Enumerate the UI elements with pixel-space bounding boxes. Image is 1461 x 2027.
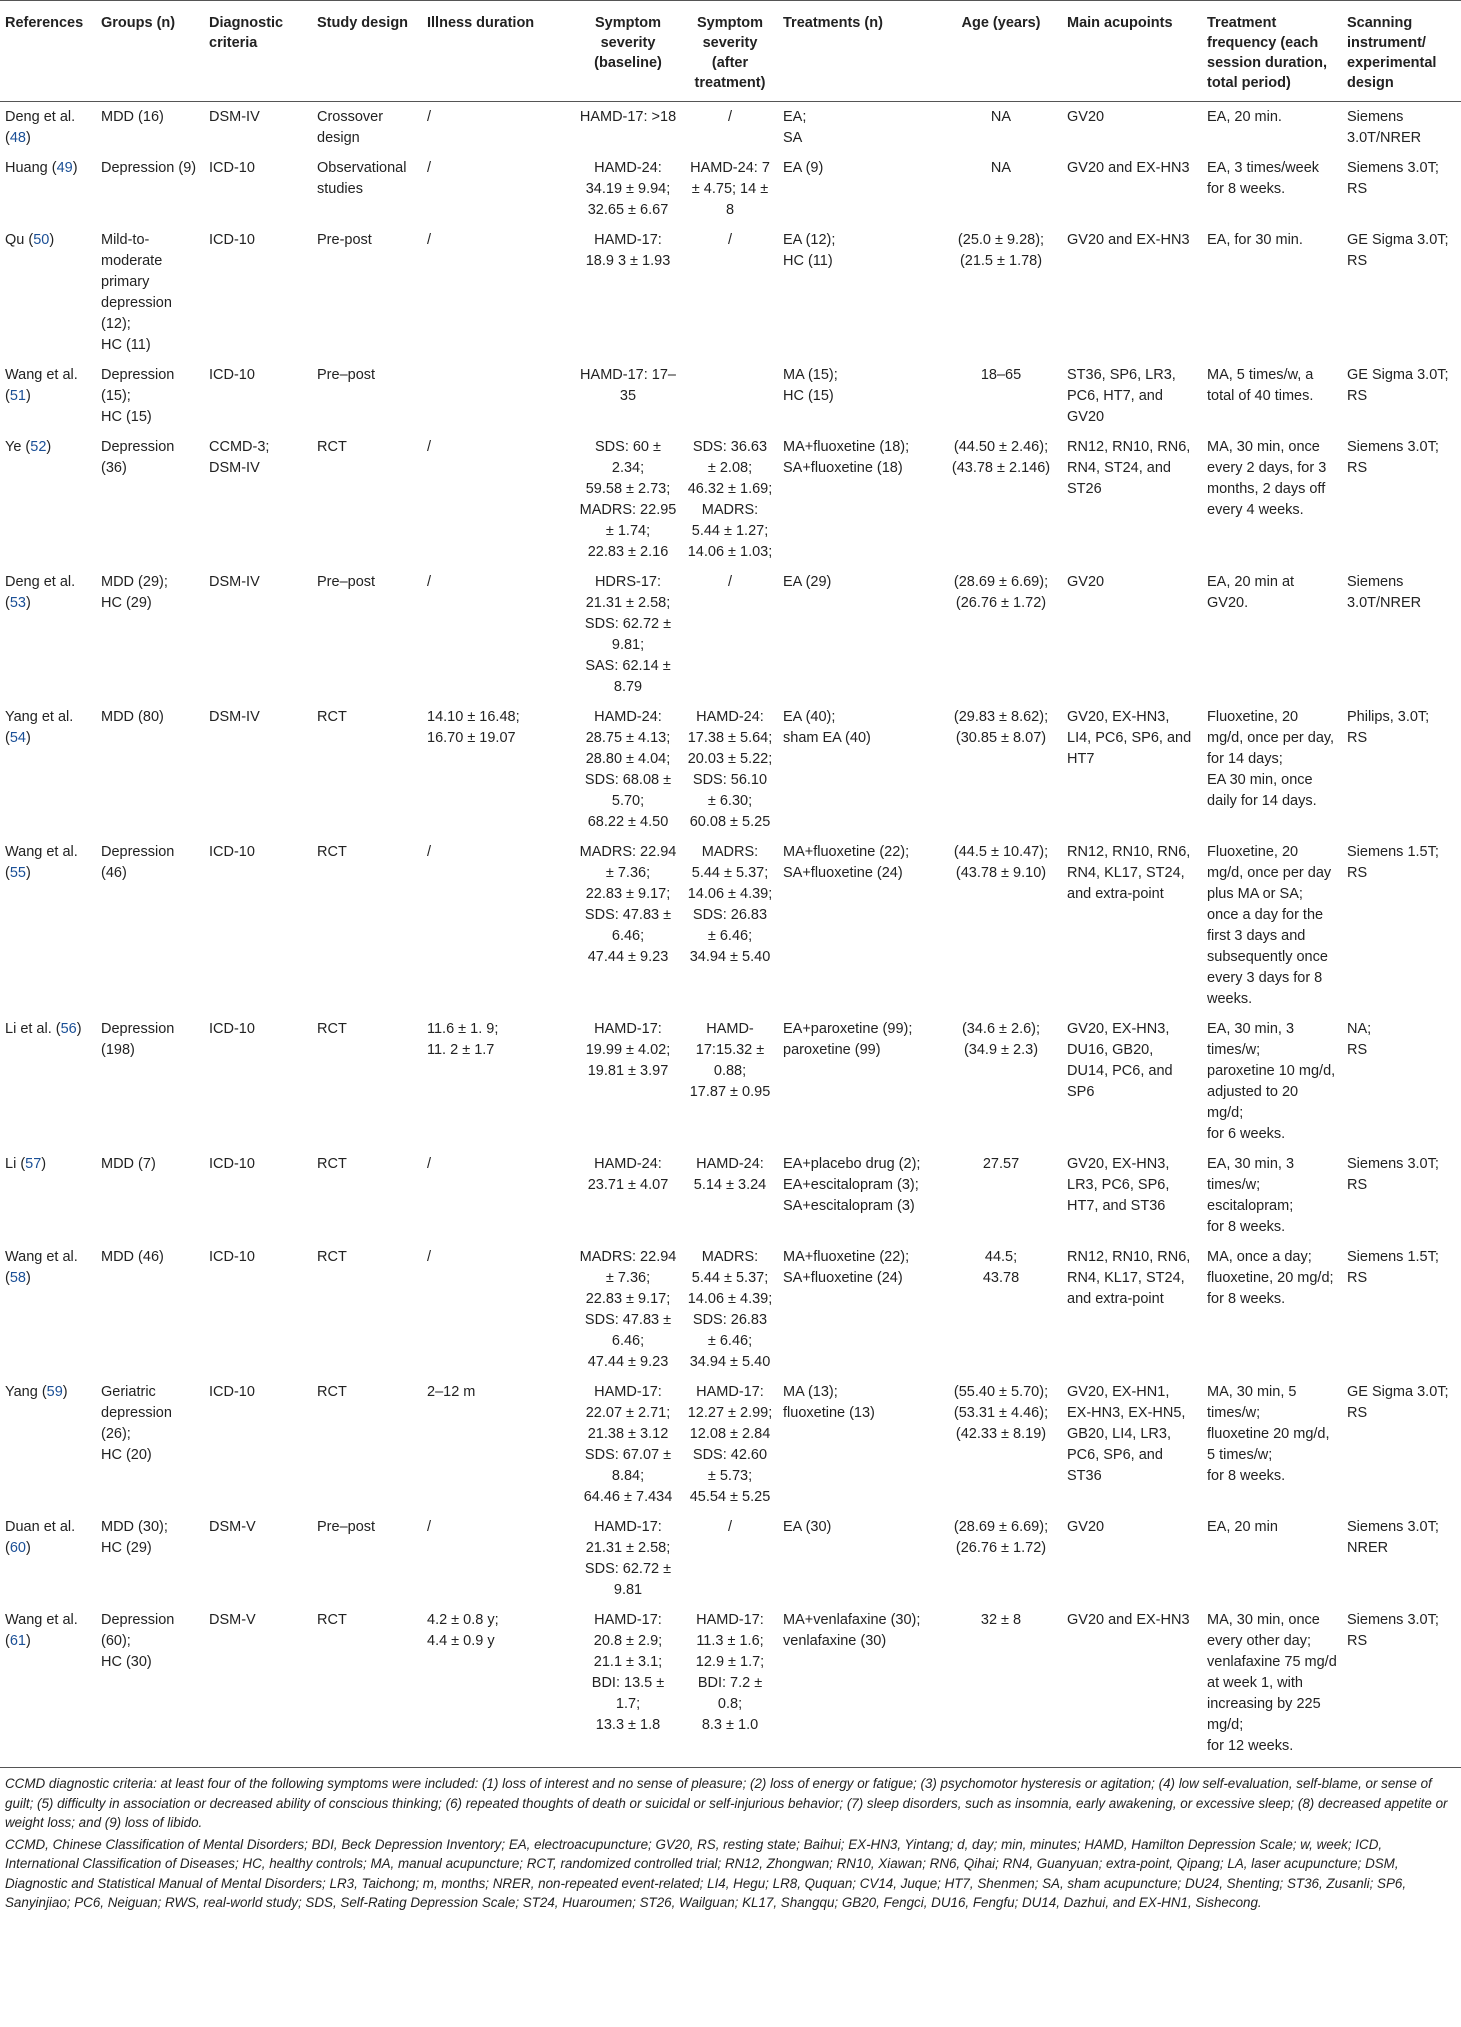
age-cell: NA <box>990 160 1012 176</box>
acupoints-cell: GV20 <box>1067 1519 1105 1535</box>
baseline-cell: HAMD-17: 21.31 ± 2.58; SDS: 62.72 ± 9.81 <box>584 1519 672 1598</box>
col-header: Symptom severity (after treatment) <box>682 1 778 102</box>
groups-cell: Depression (9) <box>101 160 197 176</box>
duration-cell: / <box>427 844 432 860</box>
frequency-cell: EA, 20 min <box>1207 1519 1278 1535</box>
duration-cell: / <box>427 574 432 590</box>
reference-name: Yang <box>5 1384 38 1400</box>
design-cell: Observational studies <box>317 160 407 197</box>
baseline-cell: HAMD-17: 20.8 ± 2.9; 21.1 ± 3.1; BDI: 13.5 ± 1.7; 13.3 ± 1.8 <box>591 1612 665 1733</box>
col-header: Symptom severity (baseline) <box>574 1 682 102</box>
groups-cell: MDD (80) <box>101 709 164 725</box>
frequency-cell: EA, 3 times/week for 8 weeks. <box>1207 160 1320 197</box>
reference-link[interactable]: 59 <box>46 1384 63 1400</box>
treatments-cell: MA+fluoxetine (22); SA+fluoxetine (24) <box>783 1249 910 1286</box>
reference-link[interactable]: 50 <box>33 232 50 248</box>
treatments-cell: EA (12); HC (11) <box>783 232 836 269</box>
baseline-cell: HAMD-24: 28.75 ± 4.13; 28.80 ± 4.04; SDS: 68.08 ± 5.70; 68.22 ± 4.50 <box>584 709 672 830</box>
baseline-cell: MADRS: 22.94 ± 7.36; 22.83 ± 9.17; SDS: 47.83 ± 6.46; 47.44 ± 9.23 <box>579 1249 677 1370</box>
design-cell: Pre–post <box>317 1519 376 1535</box>
age-cell: (28.69 ± 6.69); (26.76 ± 1.72) <box>953 574 1049 611</box>
groups-cell: MDD (46) <box>101 1249 164 1265</box>
table-row <box>0 702 1461 837</box>
col-header: References <box>0 1 96 102</box>
reference-link[interactable]: 55 <box>9 865 26 881</box>
reference-name: Qu <box>5 232 25 248</box>
groups-cell: MDD (7) <box>101 1156 156 1172</box>
treatments-cell: MA (15); HC (15) <box>783 367 838 404</box>
age-cell: 32 ± 8 <box>980 1612 1022 1628</box>
reference-cell: Yang (59) <box>5 1384 68 1400</box>
scanning-cell: Siemens 3.0T; RS <box>1347 439 1439 476</box>
criteria-cell: ICD-10 <box>209 1021 255 1037</box>
duration-cell: 14.10 ± 16.48; 16.70 ± 19.07 <box>427 709 520 746</box>
design-cell: Pre-post <box>317 232 372 248</box>
frequency-cell: EA, 30 min, 3 times/w; escitalopram; for 8 weeks. <box>1207 1156 1295 1235</box>
criteria-cell: ICD-10 <box>209 232 255 248</box>
duration-cell: / <box>427 1156 432 1172</box>
treatments-cell: EA (30) <box>783 1519 832 1535</box>
treatments-cell: EA; SA <box>783 109 807 146</box>
duration-cell: 2–12 m <box>427 1384 476 1400</box>
scanning-cell: GE Sigma 3.0T; RS <box>1347 232 1449 269</box>
age-cell: 18–65 <box>980 367 1022 383</box>
after-cell: SDS: 36.63 ± 2.08; 46.32 ± 1.69; MADRS: 5.44 ± 1.27; 14.06 ± 1.03; <box>687 439 773 560</box>
after-cell: HAMD-24: 17.38 ± 5.64; 20.03 ± 5.22; SDS: 56.10 ± 6.30; 60.08 ± 5.25 <box>687 709 773 830</box>
reference-name: Ye <box>5 439 22 455</box>
frequency-cell: MA, 5 times/w, a total of 40 times. <box>1207 367 1314 404</box>
frequency-cell: EA, 20 min. <box>1207 109 1282 125</box>
criteria-cell: ICD-10 <box>209 160 255 176</box>
reference-link[interactable]: 58 <box>9 1270 26 1286</box>
reference-name: Deng et al. <box>5 574 76 590</box>
after-cell: / <box>727 1519 733 1535</box>
table-row <box>0 102 1461 154</box>
baseline-cell: MADRS: 22.94 ± 7.36; 22.83 ± 9.17; SDS: 47.83 ± 6.46; 47.44 ± 9.23 <box>579 844 677 965</box>
age-cell: (44.5 ± 10.47); (43.78 ± 9.10) <box>953 844 1049 881</box>
col-header: Diagnostic criteria <box>204 1 312 102</box>
acupoints-cell: GV20 <box>1067 109 1105 125</box>
after-cell: / <box>727 109 733 125</box>
groups-cell: Mild-to-moderate primary depression (12); HC (11) <box>101 232 172 353</box>
duration-cell: 11.6 ± 1. 9; 11. 2 ± 1.7 <box>427 1021 499 1058</box>
design-cell: Crossover design <box>317 109 384 146</box>
treatments-cell: EA (29) <box>783 574 832 590</box>
acupoints-cell: GV20, EX-HN3, LI4, PC6, SP6, and HT7 <box>1067 709 1192 767</box>
after-cell: HAMD-17:15.32 ± 0.88; 17.87 ± 0.95 <box>689 1021 771 1100</box>
reference-name: Wang et al. <box>5 844 78 860</box>
criteria-cell: DSM-V <box>209 1519 256 1535</box>
scanning-cell: NA; RS <box>1347 1021 1372 1058</box>
frequency-cell: Fluoxetine, 20 mg/d, once per day plus MA or SA; once a day for the first 3 days and subsequently once every 3 days for 8 weeks. <box>1207 844 1332 1007</box>
reference-cell: Li et al. (56) <box>5 1021 82 1037</box>
reference-link[interactable]: 52 <box>30 439 47 455</box>
after-cell <box>682 360 778 432</box>
design-cell: Pre–post <box>317 574 376 590</box>
baseline-cell: HAMD-17: 17–35 <box>580 367 676 404</box>
reference-cell: Ye (52) <box>5 439 52 455</box>
reference-link[interactable]: 53 <box>9 595 26 611</box>
scanning-cell: Siemens 3.0T/NRER <box>1347 574 1422 611</box>
footnote-criteria: CCMD diagnostic criteria: at least four of the following symptoms were included: (1) loss of interest and no sense of pleasure; (2) loss of energy or fatigue; (3) psychomotor hysteresis or agitation; (4) low self-evaluation, self-blame, or sense of guilt; (5) difficulty in association or decreased ability of conscious thinking; (6) repeated thoughts of death or suicidal or self-injurious behavior; (7) sleep disorders, such as insomnia, early awakening, or excessive sleep; (8) decreased appetite or weight loss; and (9) loss of libido. <box>5 1776 1448 1830</box>
design-cell: RCT <box>317 1021 347 1037</box>
table-row <box>0 1512 1461 1605</box>
table-row <box>0 1377 1461 1512</box>
baseline-cell: HAMD-17: 19.99 ± 4.02; 19.81 ± 3.97 <box>585 1021 671 1079</box>
treatments-cell: MA+fluoxetine (18); SA+fluoxetine (18) <box>783 439 910 476</box>
design-cell: RCT <box>317 844 347 860</box>
groups-cell: Depression (46) <box>101 844 175 881</box>
reference-name: Huang <box>5 160 48 176</box>
acupoints-cell: ST36, SP6, LR3, PC6, HT7, and GV20 <box>1067 367 1176 425</box>
age-cell: 44.5; 43.78 <box>982 1249 1020 1286</box>
reference-cell: Wang et al. (58) <box>5 1249 78 1286</box>
frequency-cell: MA, once a day; fluoxetine, 20 mg/d; for 8 weeks. <box>1207 1249 1334 1307</box>
reference-link[interactable]: 49 <box>56 160 73 176</box>
scanning-cell: GE Sigma 3.0T; RS <box>1347 367 1449 404</box>
reference-cell: Deng et al. (48) <box>5 109 76 146</box>
duration-cell: / <box>427 109 432 125</box>
age-cell: (55.40 ± 5.70); (53.31 ± 4.46); (42.33 ± 8.19) <box>953 1384 1049 1442</box>
scanning-cell: Philips, 3.0T; RS <box>1347 709 1430 746</box>
age-cell: (34.6 ± 2.6); (34.9 ± 2.3) <box>961 1021 1041 1058</box>
frequency-cell: EA, for 30 min. <box>1207 232 1303 248</box>
reference-link[interactable]: 48 <box>9 130 26 146</box>
acupoints-cell: RN12, RN10, RN6, RN4, KL17, ST24, and extra-point <box>1067 1249 1191 1307</box>
design-cell: RCT <box>317 1612 347 1628</box>
duration-cell: / <box>427 232 432 248</box>
reference-cell: Qu (50) <box>5 232 55 248</box>
age-cell: (44.50 ± 2.46); (43.78 ± 2.146) <box>951 439 1051 476</box>
after-cell: MADRS: 5.44 ± 5.37; 14.06 ± 4.39; SDS: 26.83 ± 6.46; 34.94 ± 5.40 <box>687 844 773 965</box>
acupoints-cell: GV20 and EX-HN3 <box>1067 1612 1190 1628</box>
baseline-cell: HAMD-17: >18 <box>579 109 677 125</box>
duration-cell: / <box>427 160 432 176</box>
reference-name: Yang et al. <box>5 709 74 725</box>
criteria-cell: ICD-10 <box>209 844 255 860</box>
table-row <box>0 1242 1461 1377</box>
reference-cell: Wang et al. (61) <box>5 1612 78 1649</box>
groups-cell: Depression (60); HC (30) <box>101 1612 175 1670</box>
col-header: Study design <box>312 1 422 102</box>
acupoints-cell: GV20 <box>1067 574 1105 590</box>
baseline-cell: HAMD-17: 18.9 3 ± 1.93 <box>585 232 671 269</box>
age-cell: (25.0 ± 9.28); (21.5 ± 1.78) <box>957 232 1045 269</box>
after-cell: MADRS: 5.44 ± 5.37; 14.06 ± 4.39; SDS: 26.83 ± 6.46; 34.94 ± 5.40 <box>687 1249 773 1370</box>
col-header: Treatment frequency (each session duration, total period) <box>1202 1 1342 102</box>
criteria-cell: DSM-V <box>209 1612 256 1628</box>
scanning-cell: Siemens 1.5T; RS <box>1347 1249 1439 1286</box>
reference-link[interactable]: 54 <box>9 730 26 746</box>
groups-cell: Depression (15); HC (15) <box>101 367 175 425</box>
reference-name: Wang et al. <box>5 1249 78 1265</box>
acupoints-cell: GV20 and EX-HN3 <box>1067 160 1190 176</box>
header-row <box>0 1 1461 102</box>
table-body <box>0 102 1461 1762</box>
reference-cell: Duan et al. (60) <box>5 1519 76 1556</box>
reference-cell: Wang et al. (55) <box>5 844 78 881</box>
reference-link[interactable]: 57 <box>25 1156 42 1172</box>
after-cell: HAMD-17: 12.27 ± 2.99; 12.08 ± 2.84 SDS: 42.60 ± 5.73; 45.54 ± 5.25 <box>687 1384 773 1505</box>
table-row <box>0 837 1461 1014</box>
scanning-cell: Siemens 3.0T; RS <box>1347 1612 1439 1649</box>
duration-cell: / <box>427 1249 432 1265</box>
age-cell: 27.57 <box>982 1156 1020 1172</box>
col-header: Groups (n) <box>96 1 204 102</box>
age-cell: (29.83 ± 8.62); (30.85 ± 8.07) <box>953 709 1049 746</box>
reference-name: Duan et al. <box>5 1519 76 1535</box>
baseline-cell: SDS: 60 ± 2.34; 59.58 ± 2.73; MADRS: 22.95 ± 1.74; 22.83 ± 2.16 <box>579 439 677 560</box>
scanning-cell: Siemens 3.0T; RS <box>1347 160 1439 197</box>
design-cell: RCT <box>317 709 347 725</box>
groups-cell: MDD (30); HC (29) <box>101 1519 168 1556</box>
design-cell: RCT <box>317 1249 347 1265</box>
duration-cell <box>422 360 574 432</box>
duration-cell: / <box>427 439 432 455</box>
footnote-abbreviations: CCMD, Chinese Classification of Mental Disorders; BDI, Beck Depression Inventory; EA, electroacupuncture; GV20, RS, resting state; Baihui; EX-HN3, Yintang; d, day; min, minutes; HAMD, Hamilton Depression Scale; w, week; ICD, International Classification of Diseases; HC, healthy controls; MA, manual acupuncture; RCT, randomized controlled trial; RN12, Zhongwan; RN10, Xiawan; RN6, Qihai; RN4, Guanyuan; extra-point, Qipang; LA, laser acupuncture; DSM, Diagnostic and Statistical Manual of Mental Disorders; LR3, Taichong; m, months; NRER, non-repeated event-related; LI4, Hegu; LR8, Ququan; CV14, Juque; HT7, Shenmen; SA, sham acupuncture; DU24, Shenting; ST36, Zusanli; SP6, Sanyinjiao; PC6, Neiguan; RWS, real-world study; SDS, Self-Rating Depression Scale; ST24, Huaroumen; ST26, Wailguan; KL17, Shangqu; GB20, Fengci, DU16, Fengfu; DU14, Dazhui, and EX-HN1, Sishecong. <box>5 1836 1407 1910</box>
reference-name: Wang et al. <box>5 367 78 383</box>
col-header: Main acupoints <box>1062 1 1202 102</box>
baseline-cell: HAMD-24: 34.19 ± 9.94; 32.65 ± 6.67 <box>585 160 671 218</box>
criteria-cell: DSM-IV <box>209 574 260 590</box>
groups-cell: Depression (198) <box>101 1021 175 1058</box>
reference-cell: Huang (49) <box>5 160 78 176</box>
criteria-cell: ICD-10 <box>209 1249 255 1265</box>
reference-name: Li <box>5 1156 17 1172</box>
frequency-cell: MA, 30 min, 5 times/w; fluoxetine 20 mg/d, 5 times/w; for 8 weeks. <box>1207 1384 1330 1484</box>
criteria-cell: ICD-10 <box>209 367 255 383</box>
scanning-cell: Siemens 3.0T; NRER <box>1347 1519 1439 1556</box>
acupoints-cell: GV20, EX-HN3, DU16, GB20, DU14, PC6, and SP6 <box>1067 1021 1173 1100</box>
baseline-cell: HAMD-17: 22.07 ± 2.71; 21.38 ± 3.12 SDS: 67.07 ± 8.84; 64.46 ± 7.434 <box>583 1384 673 1505</box>
table-row <box>0 225 1461 360</box>
frequency-cell: MA, 30 min, once every other day; venlafaxine 75 mg/d at week 1, with increasing by 225 mg/d; for 12 weeks. <box>1207 1612 1337 1754</box>
reference-link[interactable]: 51 <box>9 388 26 404</box>
after-cell: / <box>727 232 733 248</box>
design-cell: RCT <box>317 1384 347 1400</box>
age-cell: NA <box>990 109 1012 125</box>
criteria-cell: ICD-10 <box>209 1156 255 1172</box>
table-row <box>0 1605 1461 1761</box>
treatments-cell: EA (40); sham EA (40) <box>783 709 871 746</box>
col-header: Treatments (n) <box>778 1 940 102</box>
frequency-cell: Fluoxetine, 20 mg/d, once per day, for 14 days; EA 30 min, once daily for 14 days. <box>1207 709 1335 809</box>
treatments-cell: EA (9) <box>783 160 824 176</box>
frequency-cell: MA, 30 min, once every 2 days, for 3 months, 2 days off every 4 weeks. <box>1207 439 1327 518</box>
table-row <box>0 432 1461 567</box>
table-row <box>0 360 1461 432</box>
duration-cell: / <box>427 1519 432 1535</box>
criteria-cell: DSM-IV <box>209 709 260 725</box>
design-cell: RCT <box>317 439 347 455</box>
acupoints-cell: GV20 and EX-HN3 <box>1067 232 1190 248</box>
criteria-cell: DSM-IV <box>209 109 260 125</box>
baseline-cell: HAMD-24: 23.71 ± 4.07 <box>587 1156 669 1193</box>
reference-name: Wang et al. <box>5 1612 78 1628</box>
groups-cell: Depression (36) <box>101 439 175 476</box>
acupoints-cell: RN12, RN10, RN6, RN4, ST24, and ST26 <box>1067 439 1191 497</box>
reference-cell: Wang et al. (51) <box>5 367 78 404</box>
acupoints-cell: RN12, RN10, RN6, RN4, KL17, ST24, and extra-point <box>1067 844 1191 902</box>
after-cell: HAMD-17: 11.3 ± 1.6; 12.9 ± 1.7; BDI: 7.2 ± 0.8; 8.3 ± 1.0 <box>695 1612 765 1733</box>
after-cell: HAMD-24: 7 ± 4.75; 14 ± 8 <box>690 160 770 218</box>
col-header: Illness duration <box>422 1 574 102</box>
criteria-cell: ICD-10 <box>209 1384 255 1400</box>
frequency-cell: EA, 30 min, 3 times/w; paroxetine 10 mg/d, adjusted to 20 mg/d; for 6 weeks. <box>1207 1021 1336 1142</box>
design-cell: Pre–post <box>317 367 376 383</box>
reference-cell: Li (57) <box>5 1156 47 1172</box>
reference-link[interactable]: 61 <box>9 1633 26 1649</box>
table-footnotes <box>0 1767 1461 1913</box>
duration-cell: 4.2 ± 0.8 y; 4.4 ± 0.9 y <box>427 1612 499 1649</box>
treatments-cell: MA+venlafaxine (30); venlafaxine (30) <box>783 1612 921 1649</box>
after-cell: HAMD-24: 5.14 ± 3.24 <box>693 1156 767 1193</box>
groups-cell: Geriatric depression (26); HC (20) <box>101 1384 172 1463</box>
scanning-cell: Siemens 1.5T; RS <box>1347 844 1439 881</box>
reference-link[interactable]: 56 <box>60 1021 77 1037</box>
groups-cell: MDD (16) <box>101 109 164 125</box>
frequency-cell: EA, 20 min at GV20. <box>1207 574 1295 611</box>
baseline-cell: HDRS-17: 21.31 ± 2.58; SDS: 62.72 ± 9.81; SAS: 62.14 ± 8.79 <box>584 574 672 695</box>
reference-name: Deng et al. <box>5 109 76 125</box>
age-cell: (28.69 ± 6.69); (26.76 ± 1.72) <box>953 1519 1049 1556</box>
table-row <box>0 1149 1461 1242</box>
acupoints-cell: GV20, EX-HN3, LR3, PC6, SP6, HT7, and ST36 <box>1067 1156 1170 1214</box>
treatments-cell: MA+fluoxetine (22); SA+fluoxetine (24) <box>783 844 910 881</box>
scanning-cell: Siemens 3.0T/NRER <box>1347 109 1422 146</box>
col-header: Age (years) <box>940 1 1062 102</box>
reference-name: Li et al. <box>5 1021 52 1037</box>
after-cell: / <box>727 574 733 590</box>
criteria-cell: CCMD-3; DSM-IV <box>209 439 270 476</box>
treatments-cell: MA (13); fluoxetine (13) <box>783 1384 875 1421</box>
acupoints-cell: GV20, EX-HN1, EX-HN3, EX-HN5, GB20, LI4, LR3, PC6, SP6, and ST36 <box>1067 1384 1186 1484</box>
design-cell: RCT <box>317 1156 347 1172</box>
reference-link[interactable]: 60 <box>9 1540 26 1556</box>
groups-cell: MDD (29); HC (29) <box>101 574 168 611</box>
table-row <box>0 153 1461 225</box>
treatments-cell: EA+paroxetine (99); paroxetine (99) <box>783 1021 913 1058</box>
treatments-cell: EA+placebo drug (2); EA+escitalopram (3); SA+escitalopram (3) <box>783 1156 921 1214</box>
table-row <box>0 567 1461 702</box>
scanning-cell: GE Sigma 3.0T; RS <box>1347 1384 1449 1421</box>
col-header: Scanning instrument/ experimental design <box>1342 1 1461 102</box>
reference-cell: Deng et al. (53) <box>5 574 76 611</box>
scanning-cell: Siemens 3.0T; RS <box>1347 1156 1439 1193</box>
reference-cell: Yang et al. (54) <box>5 709 74 746</box>
table-row <box>0 1014 1461 1149</box>
